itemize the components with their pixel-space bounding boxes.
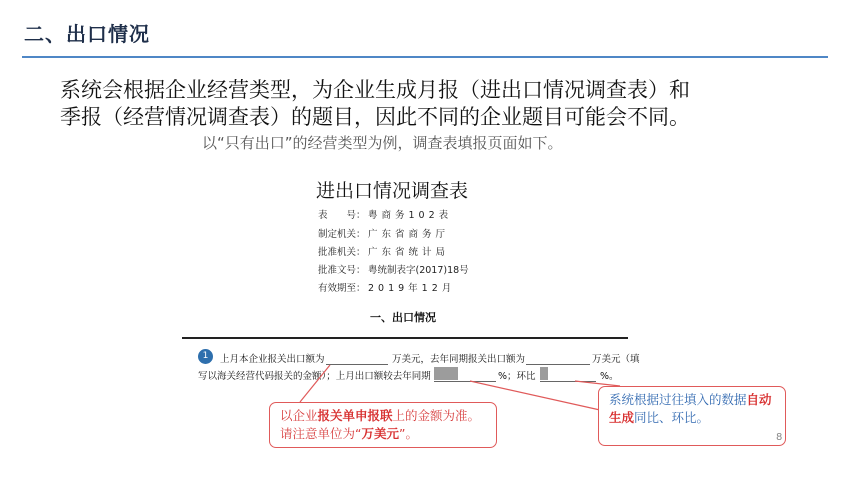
question-text-a: 上月本企业报关出口额为 — [220, 354, 325, 365]
question-text-line2: 写以海关经营代码报关的金额）；上月出口额较去年同期 — [198, 371, 431, 382]
question-text-b: 万美元，去年同期报关出口额为 — [392, 354, 526, 365]
example-caption: 以“只有出口”的经营类型为例，调查表填报页面如下。 — [202, 134, 563, 152]
unit-note-callout: 以企业报关单申报联上的金额为准。请注意单位为“万美元”。 — [269, 402, 497, 448]
meta-key: 批准机关： — [318, 247, 366, 258]
meta-key: 批准文号： — [318, 265, 366, 276]
question-text-end: %。 — [600, 371, 619, 382]
form-title: 进出口情况调查表 — [316, 180, 469, 202]
intro-line-1: 系统会根据企业经营类型，为企业生成月报（进出口情况调查表）和 — [60, 78, 690, 102]
meta-value: 广东省商务厅 — [368, 229, 450, 240]
intro-line-2: 季报（经营情况调查表）的题目，因此不同的企业题目可能会不同。 — [60, 105, 690, 129]
form-section-title: 一、出口情况 — [370, 311, 436, 324]
page-number: 8 — [776, 432, 783, 443]
meta-key: 有效期至： — [318, 283, 366, 294]
question-number-badge: 1 — [198, 349, 213, 364]
meta-value: 粤商务102表 — [368, 210, 453, 221]
question-text-c: 万美元（填 — [592, 354, 640, 365]
meta-key: 表 号： — [318, 210, 366, 221]
meta-value: 广东省统计局 — [368, 247, 450, 258]
meta-value: 粤统制表字(2017)18号 — [368, 265, 469, 276]
meta-key: 制定机关： — [318, 229, 366, 240]
question-text-ring: %；环比 — [498, 371, 536, 382]
section-heading: 二、出口情况 — [24, 22, 150, 46]
meta-value: 2019年12月 — [368, 283, 456, 294]
auto-generate-callout: 系统根据过往填入的数据自动生成同比、环比。 — [598, 386, 786, 446]
